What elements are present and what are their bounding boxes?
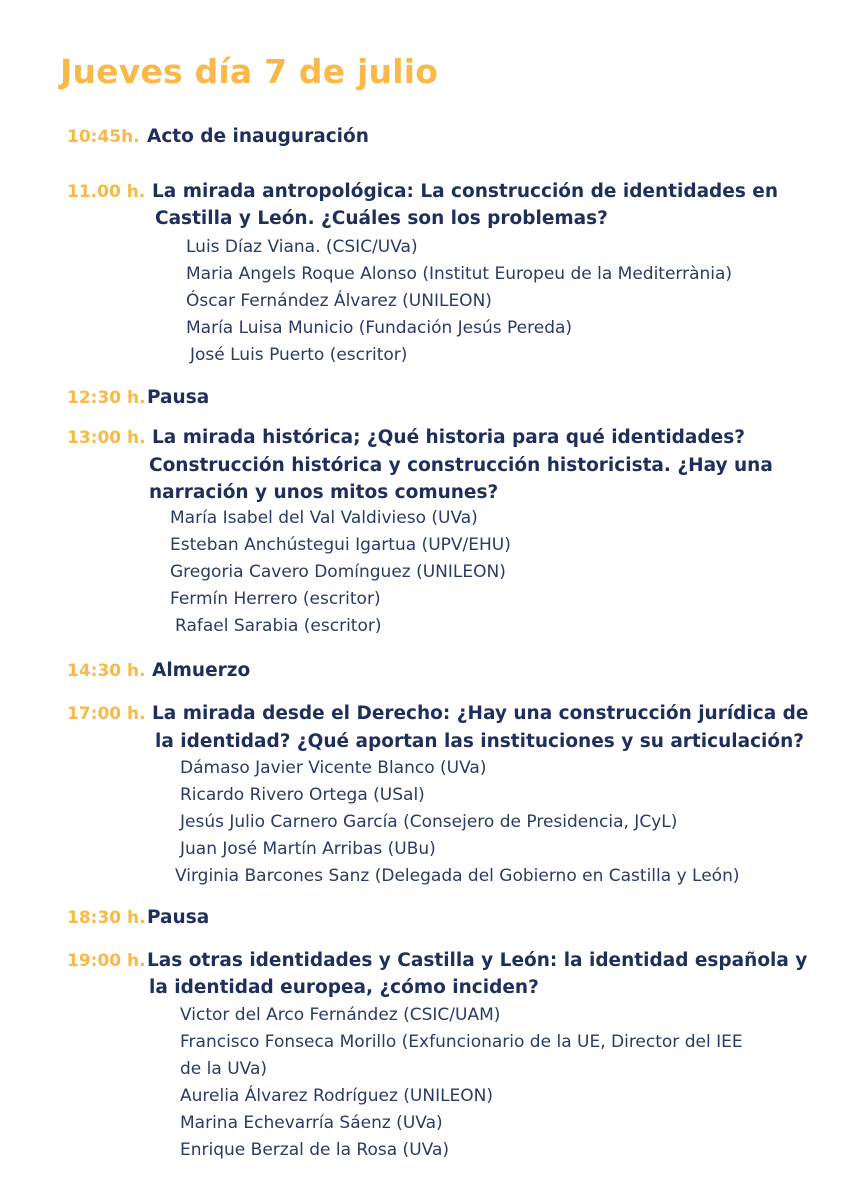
speaker: de la UVa) — [180, 1059, 268, 1079]
speaker: Jesús Julio Carnero García (Consejero de Presidencia, JCyL) — [180, 812, 678, 832]
speaker: Esteban Anchústegui Igartua (UPV/EHU) — [170, 535, 511, 555]
session-title: La mirada antropológica: La construcción de identidades en — [152, 181, 779, 202]
speaker: Marina Echevarría Sáenz (UVa) — [180, 1113, 443, 1133]
session-title: narración y unos mitos comunes? — [149, 482, 499, 503]
session-title: Acto de inauguración — [147, 126, 369, 147]
session-time: 13:00 h. — [67, 428, 146, 448]
speaker: Juan José Martín Arribas (UBu) — [180, 839, 436, 859]
session-title: Almuerzo — [152, 660, 251, 681]
session-title: La mirada histórica; ¿Qué historia para qué identidades? — [152, 427, 745, 448]
page-title: Jueves día 7 de julio — [60, 52, 439, 91]
speaker: Enrique Berzal de la Rosa (UVa) — [180, 1140, 449, 1160]
session-title: La mirada desde el Derecho: ¿Hay una construcción jurídica de — [152, 703, 809, 724]
session-time: 10:45h. — [67, 127, 140, 147]
speaker: Gregoria Cavero Domínguez (UNILEON) — [170, 562, 506, 582]
speaker: Ricardo Rivero Ortega (USal) — [180, 785, 425, 805]
speaker: Maria Angels Roque Alonso (Institut Europeu de la Mediterrània) — [186, 264, 733, 284]
session-time: 18:30 h. — [67, 908, 146, 928]
speaker: Dámaso Javier Vicente Blanco (UVa) — [180, 758, 487, 778]
speaker: Aurelia Álvarez Rodríguez (UNILEON) — [180, 1086, 494, 1106]
session-time: 19:00 h. — [67, 951, 146, 971]
speaker: Luis Díaz Viana. (CSIC/UVa) — [186, 237, 418, 257]
session-title: Construcción histórica y construcción historicista. ¿Hay una — [149, 455, 773, 476]
session-time: 12:30 h. — [67, 388, 146, 408]
speaker: María Luisa Municio (Fundación Jesús Pereda) — [186, 318, 573, 338]
session-time: 14:30 h. — [67, 661, 146, 681]
speaker: José Luis Puerto (escritor) — [190, 345, 408, 365]
speaker: Virginia Barcones Sanz (Delegada del Gobierno en Castilla y León) — [175, 866, 740, 886]
session-title: Pausa — [147, 387, 210, 408]
speaker: Óscar Fernández Álvarez (UNILEON) — [186, 291, 492, 311]
session-time: 11.00 h. — [67, 182, 146, 202]
speaker: Rafael Sarabia (escritor) — [175, 616, 382, 636]
session-title: Las otras identidades y Castilla y León: la identidad española y — [147, 950, 808, 971]
speaker: María Isabel del Val Valdivieso (UVa) — [170, 508, 478, 528]
speaker: Francisco Fonseca Morillo (Exfuncionario de la UE, Director del IEE — [180, 1032, 743, 1052]
session-title: la identidad europea, ¿cómo inciden? — [149, 977, 539, 998]
speaker: Fermín Herrero (escritor) — [170, 589, 381, 609]
speaker: Victor del Arco Fernández (CSIC/UAM) — [180, 1005, 501, 1025]
session-title: Castilla y León. ¿Cuáles son los problemas? — [155, 208, 608, 229]
session-time: 17:00 h. — [67, 704, 146, 724]
session-title: Pausa — [147, 907, 210, 928]
session-title: la identidad? ¿Qué aportan las instituciones y su articulación? — [155, 731, 804, 752]
